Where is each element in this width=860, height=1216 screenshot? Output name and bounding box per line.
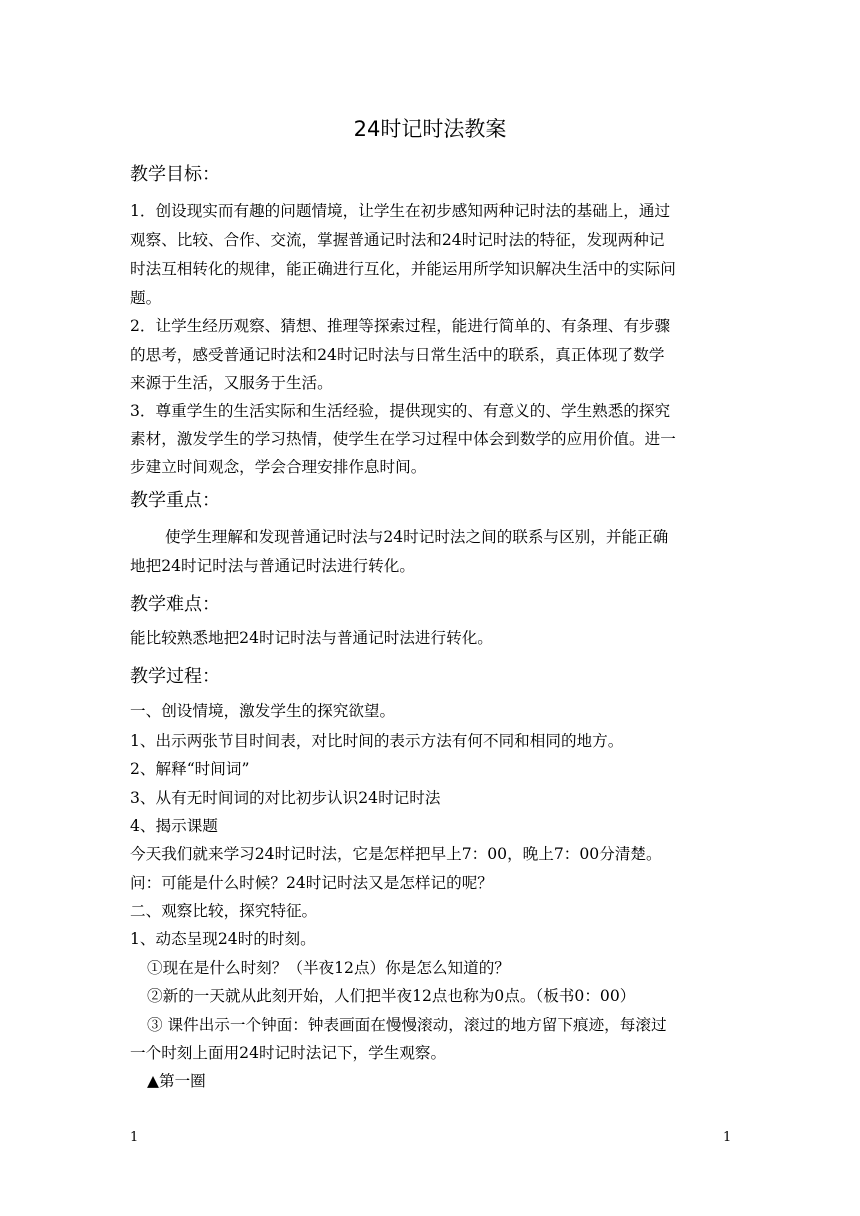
process-line: 一个时刻上面用24时记时法记下，学生观察。	[130, 1044, 447, 1062]
process-line: 一、创设情境，激发学生的探究欲望。	[130, 702, 396, 720]
goals-line: 素材，激发学生的学习热情，使学生在学习过程中体会到数学的应用价值。进一	[130, 430, 676, 448]
process-heading: 教学过程：	[130, 666, 220, 687]
goals-line: 来源于生活，又服务于生活。	[130, 374, 333, 392]
difficulty-heading: 教学难点：	[130, 594, 220, 615]
process-line: 3、从有无时间词的对比初步认识24时记时法	[130, 789, 441, 807]
goals-line: 题。	[130, 289, 162, 307]
difficulty-line: 能比较熟悉地把24时记时法与普通记时法进行转化。	[130, 629, 493, 647]
goals-line: 3．尊重学生的生活实际和生活经验，提供现实的、有意义的、学生熟悉的探究	[130, 402, 671, 420]
footer-page-number-left: 1	[130, 1130, 139, 1145]
document-title: 24时记时法教案	[353, 117, 507, 141]
goals-line: 步建立时间观念，学会合理安排作息时间。	[130, 458, 427, 476]
process-line: 二、观察比较，探究特征。	[130, 902, 318, 920]
goals-line: 的思考，感受普通记时法和24时记时法与日常生活中的联系，真正体现了数学	[130, 346, 665, 364]
process-line: 4、揭示课题	[130, 817, 218, 835]
process-line: 今天我们就来学习24时记时法，它是怎样把早上7：00，晚上7：00分清楚。	[130, 845, 662, 863]
process-line: 问：可能是什么时候？24时记时法又是怎样记的呢？	[130, 874, 493, 892]
goals-line: 1．创设现实而有趣的问题情境，让学生在初步感知两种记时法的基础上，通过	[130, 202, 671, 220]
key-points-line: 使学生理解和发现普通记时法与24时记时法之间的联系与区别，并能正确	[165, 528, 669, 546]
goals-line: 时法互相转化的规律，能正确进行互化，并能运用所学知识解决生活中的实际问	[130, 260, 676, 278]
process-line: ▲第一圈	[147, 1072, 206, 1090]
process-line: 1、出示两张节目时间表，对比时间的表示方法有何不同和相同的地方。	[130, 732, 624, 750]
goals-line: 观察、比较、合作、交流，掌握普通记时法和24时记时法的特征，发现两种记	[130, 231, 665, 249]
process-line: ①现在是什么时刻？（半夜12点）你是怎么知道的？	[147, 959, 510, 977]
process-line: ③ 课件出示一个钟面：钟表画面在慢慢滚动，滚过的地方留下痕迹，每滚过	[147, 1016, 667, 1034]
goals-line: 2．让学生经历观察、猜想、推理等探索过程，能进行简单的、有条理、有步骤	[130, 317, 671, 335]
footer-page-number-right: 1	[723, 1130, 732, 1145]
process-line: 2、解释“时间词”	[130, 760, 250, 778]
goals-heading: 教学目标：	[130, 164, 220, 185]
process-line: 1、动态呈现24时的时刻。	[130, 930, 316, 948]
key-points-heading: 教学重点：	[130, 490, 220, 511]
process-line: ②新的一天就从此刻开始，人们把半夜12点也称为0点。（板书0：00）	[147, 987, 636, 1005]
key-points-line: 地把24时记时法与普通记时法进行转化。	[130, 557, 415, 575]
